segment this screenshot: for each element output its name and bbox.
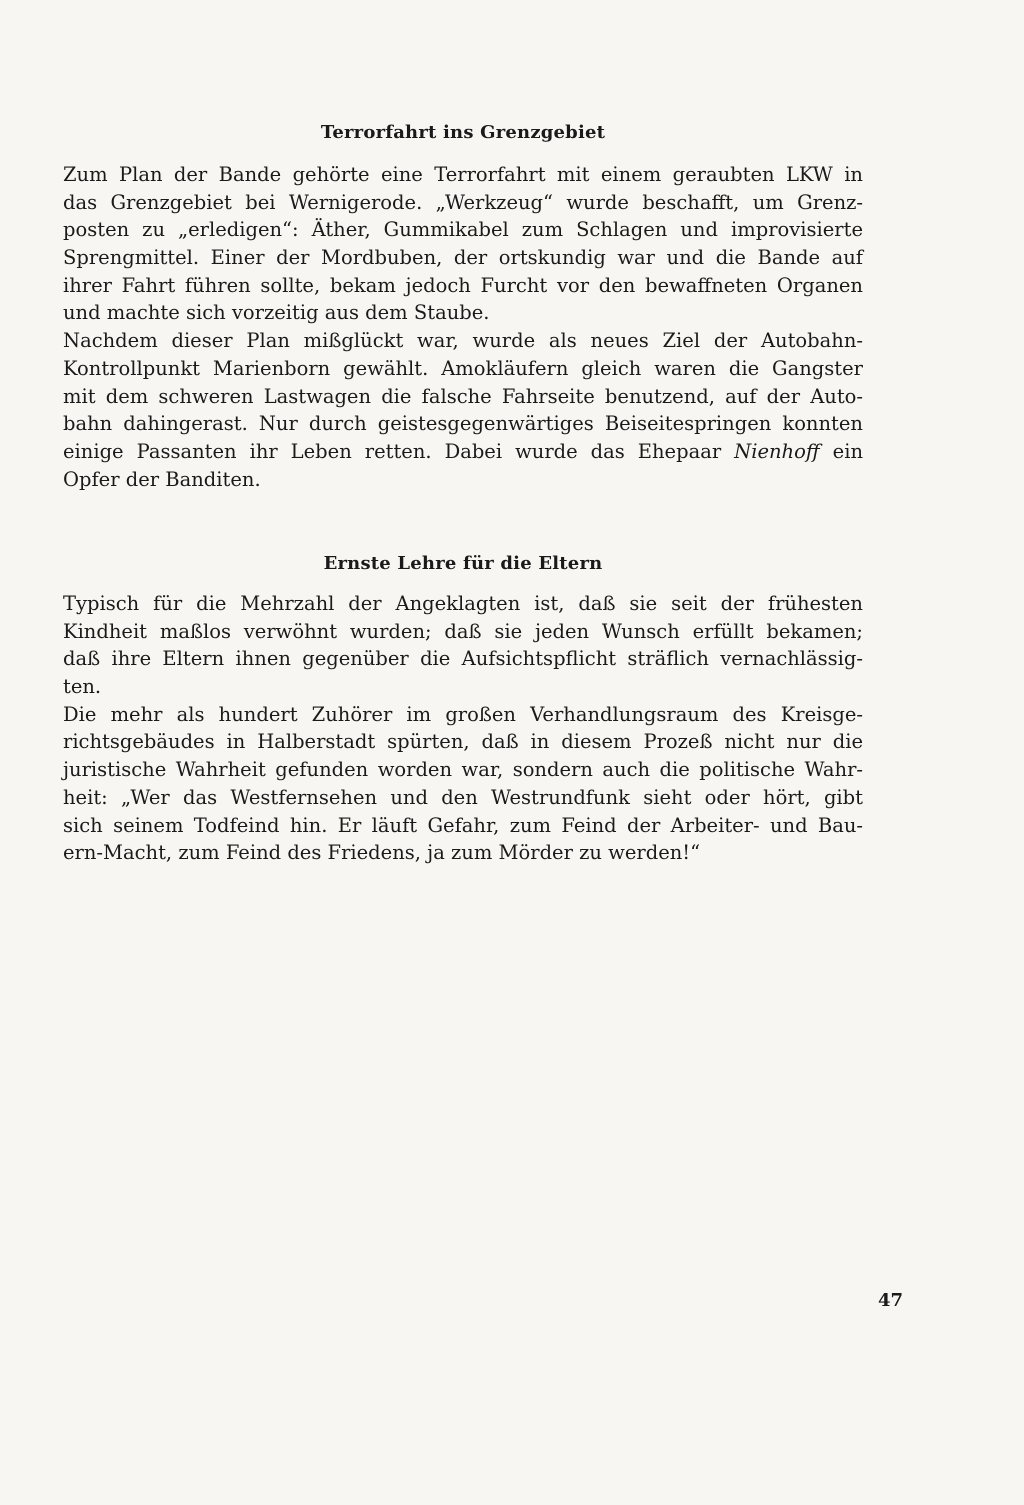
text-line: Kindheit maßlos verwöhnt wurden; daß sie jeden Wunsch erfüllt bekamen; [63, 619, 863, 643]
text-line: Zum Plan der Bande gehörte eine Terrorfahrt mit einem geraubten LKW in [63, 163, 863, 186]
page-number: 47 [878, 1290, 904, 1311]
text-line: posten zu „erledigen“: Äther, Gummikabel zum Schlagen und improvisierte [63, 218, 863, 242]
text-line: Kontrollpunkt Marienborn gewählt. Amokläufern gleich waren die Gangster [63, 356, 863, 380]
section-body-ernste-lehre [63, 590, 863, 867]
text-line: ten. [63, 675, 102, 699]
text-line: sich seinem Todfeind hin. Er läuft Gefahr, zum Feind der Arbeiter- und Bau- [63, 813, 863, 837]
text-segment: ein [832, 439, 864, 463]
text-line: Typisch für die Mehrzahl der Angeklagten ist, daß sie seit der frühesten [63, 592, 863, 615]
text-line: Opfer der Banditen. [63, 467, 261, 491]
text-line: Nachdem dieser Plan mißglückt war, wurde als neues Ziel der Autobahn- [63, 329, 863, 353]
section-heading-terrorfahrt: Terrorfahrt ins Grenzgebiet [320, 122, 606, 143]
text-line: bahn dahingerast. Nur durch geistesgegenwärtiges Beiseitespringen konnten [63, 412, 863, 436]
section-body-terrorfahrt [63, 161, 863, 493]
italic-name: Nienhoff [734, 439, 820, 463]
text-line: daß ihre Eltern ihnen gegenüber die Aufsichtspflicht sträflich vernachlässig- [63, 647, 863, 671]
text-line: und machte sich vorzeitig aus dem Staube. [63, 301, 490, 325]
document-page [63, 0, 904, 1505]
section-heading-ernste-lehre: Ernste Lehre für die Eltern [323, 553, 603, 574]
text-line: ihrer Fahrt führen sollte, bekam jedoch Furcht vor den bewaffneten Organen [63, 273, 863, 297]
text-line: ern-Macht, zum Feind des Friedens, ja zum Mörder zu werden!“ [63, 841, 701, 865]
text-line: heit: „Wer das Westfernsehen und den Westrundfunk sieht oder hört, gibt [63, 785, 863, 809]
text-line: Die mehr als hundert Zuhörer im großen Verhandlungsraum des Kreisge- [63, 702, 863, 726]
text-line: richtsgebäudes in Halberstadt spürten, daß in diesem Prozeß nicht nur die [63, 730, 863, 754]
text-line: das Grenzgebiet bei Wernigerode. „Werkzeug“ wurde beschafft, um Grenz- [63, 190, 863, 214]
text-segment: einige Passanten ihr Leben retten. Dabei wurde das Ehepaar [63, 439, 722, 463]
text-line: Sprengmittel. Einer der Mordbuben, der ortskundig war und die Bande auf [63, 246, 863, 270]
text-line-with-name [63, 438, 863, 466]
text-line: mit dem schweren Lastwagen die falsche Fahrseite benutzend, auf der Auto- [63, 384, 863, 408]
text-line: juristische Wahrheit gefunden worden war, sondern auch die politische Wahr- [63, 758, 863, 782]
